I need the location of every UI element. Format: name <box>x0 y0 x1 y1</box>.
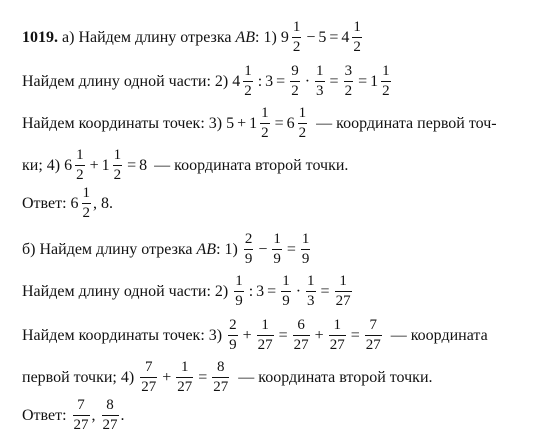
fraction <box>176 360 193 395</box>
math-token: · <box>295 282 302 300</box>
b-line-1 <box>22 232 540 267</box>
math-token: = <box>127 156 137 174</box>
math-token: + <box>314 326 324 344</box>
math-token: 1 <box>82 185 91 201</box>
math-token: 8 <box>106 397 114 413</box>
math-token: = <box>274 114 284 132</box>
math-token: 1 <box>244 63 252 79</box>
math-token: 9 <box>301 251 310 267</box>
math-token: 27 <box>329 337 345 353</box>
math-token: 1 <box>307 273 315 289</box>
math-token: + <box>162 368 172 386</box>
math-token: = <box>278 326 288 344</box>
fraction <box>113 148 123 183</box>
math-token: : <box>216 240 221 258</box>
math-token: 7 <box>144 359 153 375</box>
a-line-1 <box>22 20 540 55</box>
math-token: 27 <box>73 417 89 433</box>
math-token: = <box>329 28 339 46</box>
math-token: = <box>329 72 339 90</box>
math-token: 3 <box>316 83 324 99</box>
math-token: 2 <box>113 167 122 183</box>
fraction <box>257 318 274 353</box>
math-token: 1 <box>261 105 269 121</box>
fraction <box>293 318 310 353</box>
math-token: 1 <box>333 317 341 333</box>
math-token: : <box>257 72 263 90</box>
fraction <box>335 274 352 309</box>
b-l3-text: Найдем координаты точек: 3) <box>22 326 223 344</box>
fraction <box>234 274 244 309</box>
math-token: 1) <box>224 240 238 258</box>
math-token: 9 <box>291 63 299 79</box>
b-line-2 <box>22 274 540 309</box>
b-l3-tail: — координата <box>390 326 488 344</box>
a-eq2-result <box>370 64 393 99</box>
math-token: 2 <box>291 83 299 99</box>
fraction <box>272 232 282 267</box>
fraction <box>365 318 382 353</box>
math-token: 1 <box>235 273 243 289</box>
math-token: 4 <box>341 28 350 46</box>
a-l1-text: Найдем длину отрезка <box>78 28 232 46</box>
a-l4-head: ки; 4) <box>22 156 61 174</box>
a-eq3-term <box>249 106 272 141</box>
math-token: 9 <box>235 293 243 309</box>
fraction <box>244 232 254 267</box>
math-token: 1 <box>316 63 324 79</box>
a-l4-tail: — координата второй точки. <box>154 156 349 174</box>
fraction <box>260 106 270 141</box>
math-token: 1 <box>261 317 269 333</box>
math-token: 8 <box>139 156 148 174</box>
math-token: . <box>120 406 125 424</box>
math-token: 27 <box>213 379 229 395</box>
math-token: 4 <box>232 72 241 90</box>
fraction <box>298 106 308 141</box>
math-token: 27 <box>177 379 193 395</box>
math-token: 1 <box>282 273 290 289</box>
math-token: = <box>350 326 360 344</box>
math-token: = <box>320 282 330 300</box>
math-token: 2 <box>244 83 252 99</box>
fraction <box>329 318 346 353</box>
math-token: 27 <box>293 337 309 353</box>
a-l3-tail: — координата первой точ- <box>316 114 497 132</box>
a-step1: 1) <box>263 28 277 46</box>
b-segment: AB <box>196 240 217 258</box>
math-token: 7 <box>369 317 377 333</box>
math-token: 1 <box>339 273 347 289</box>
math-token: + <box>89 156 99 174</box>
math-token: 2 <box>298 125 307 141</box>
b-l4-tail: — координата второй точки. <box>238 368 433 386</box>
a-l2-text: Найдем длину одной части: 2) <box>22 72 229 90</box>
math-token: 1 <box>180 359 189 375</box>
a-l3-text: Найдем координаты точек: 3) <box>22 114 223 132</box>
math-token: 8 <box>217 359 225 375</box>
fraction <box>281 274 291 309</box>
fraction <box>75 148 85 183</box>
a-line-2 <box>22 64 540 99</box>
math-token: 27 <box>102 417 118 433</box>
math-token: 27 <box>365 337 381 353</box>
a-eq4-term2 <box>102 148 125 183</box>
fraction <box>140 360 157 395</box>
fraction <box>315 64 325 99</box>
math-token: 2 <box>261 125 269 141</box>
math-token: 1 <box>249 114 258 132</box>
math-token: = <box>198 368 208 386</box>
math-token: 1 <box>76 147 84 163</box>
math-token: 6 <box>70 194 79 212</box>
fraction <box>306 274 316 309</box>
a-answer-label: Ответ: <box>22 194 67 212</box>
math-token: 2 <box>244 231 253 247</box>
math-token: , <box>91 406 96 424</box>
b-l1-text: Найдем длину отрезка <box>39 240 193 258</box>
b-answer-label: Ответ: <box>22 406 67 424</box>
math-token: , <box>93 194 98 212</box>
math-token: 2 <box>353 39 361 55</box>
math-token: 1 <box>382 63 390 79</box>
math-token: 2 <box>292 39 301 55</box>
math-token: 9 <box>282 293 290 309</box>
math-token: 5 <box>318 28 327 46</box>
problem-number: 1019. <box>22 28 58 46</box>
b-line-3 <box>22 318 540 353</box>
math-token: 1 <box>370 72 379 90</box>
b-answer <box>22 398 540 433</box>
math-token: 3 <box>265 72 274 90</box>
fraction <box>228 318 238 353</box>
fraction <box>73 398 90 433</box>
math-token: 2 <box>76 167 84 183</box>
math-token: = <box>276 72 286 90</box>
math-token: = <box>358 72 368 90</box>
fraction <box>344 64 354 99</box>
b-l4-head: первой точки; 4) <box>22 368 135 386</box>
b-l2-text: Найдем длину одной части: 2) <box>22 282 229 300</box>
math-token: 9 <box>273 251 281 267</box>
math-token: 6 <box>297 317 305 333</box>
math-token: 1 <box>353 19 361 35</box>
math-token: 27 <box>141 379 157 395</box>
b-line-4 <box>22 360 540 395</box>
fraction <box>102 398 119 433</box>
math-token: 1 <box>292 19 301 35</box>
a-segment: AB <box>235 28 256 46</box>
math-token: 9 <box>244 251 253 267</box>
math-token: − <box>258 240 268 258</box>
fraction <box>243 64 253 99</box>
a-answer-value <box>71 186 94 221</box>
a-line-4 <box>22 148 540 183</box>
fraction <box>292 20 302 55</box>
math-token: 2 <box>229 317 237 333</box>
math-token: 27 <box>335 293 351 309</box>
math-token: 1 <box>298 105 307 121</box>
a-eq1-term1 <box>281 20 304 55</box>
math-token: 8. <box>101 194 114 212</box>
a-eq3-result <box>287 106 310 141</box>
a-colon: : <box>255 28 260 46</box>
math-token: 27 <box>257 337 273 353</box>
math-token: 3 <box>256 282 265 300</box>
math-token: · <box>304 72 311 90</box>
a-eq2-term1 <box>232 64 255 99</box>
math-token: 7 <box>77 397 85 413</box>
math-token: + <box>242 326 252 344</box>
math-token: 3 <box>344 63 353 79</box>
a-eq4-term1 <box>64 148 87 183</box>
math-token: : <box>248 282 254 300</box>
math-token: + <box>237 114 247 132</box>
fraction <box>212 360 229 395</box>
math-token: 2 <box>344 83 353 99</box>
math-token: 3 <box>307 293 315 309</box>
fraction <box>381 64 391 99</box>
math-token: 2 <box>82 205 91 221</box>
math-token: 1 <box>113 147 122 163</box>
a-line-3 <box>22 106 540 141</box>
a-eq1-result <box>341 20 364 55</box>
math-token: 9 <box>229 337 237 353</box>
math-token: 2 <box>382 83 390 99</box>
math-token: 9 <box>280 28 289 46</box>
math-token: 5 <box>226 114 235 132</box>
math-token: 1 <box>273 231 281 247</box>
math-token: 1 <box>101 156 110 174</box>
math-token: 1 <box>301 231 310 247</box>
part-a-label: а) <box>62 28 75 46</box>
math-token: − <box>306 28 316 46</box>
math-token: = <box>267 282 277 300</box>
fraction <box>290 64 300 99</box>
math-token: 6 <box>286 114 295 132</box>
fraction <box>301 232 311 267</box>
a-answer <box>22 186 540 221</box>
fraction <box>352 20 362 55</box>
part-b-label: б) <box>22 240 36 258</box>
fraction <box>82 186 92 221</box>
math-token: 6 <box>64 156 73 174</box>
math-token: = <box>286 240 296 258</box>
